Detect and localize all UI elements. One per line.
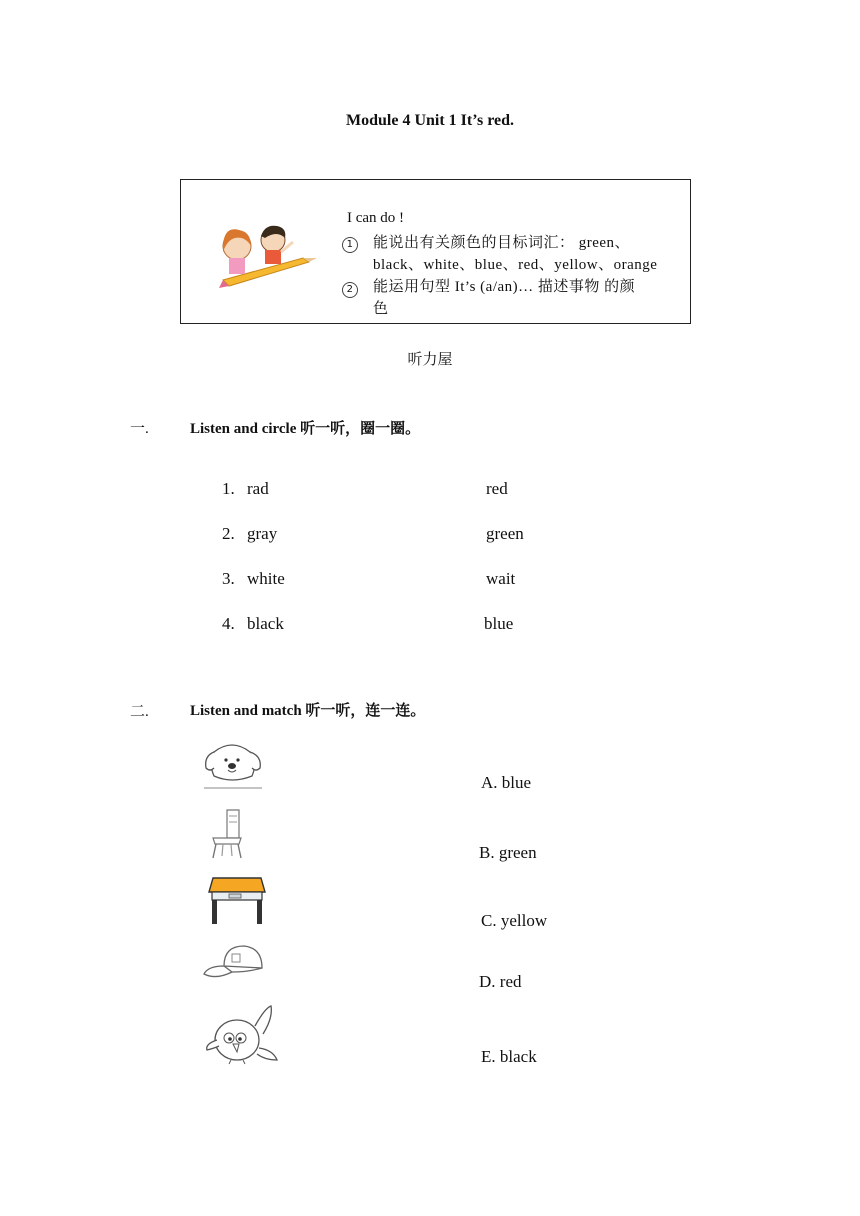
kids-on-pencil-picture <box>205 218 323 294</box>
goal-text: 能说出有关颜色的目标词汇： green、 <box>373 235 631 251</box>
match-option[interactable]: E. black <box>481 1047 537 1066</box>
circled-number: 1 <box>342 237 358 253</box>
word-option[interactable]: blue <box>484 614 514 633</box>
circled-number: 2 <box>342 282 358 298</box>
word-option[interactable]: gray <box>247 524 278 543</box>
match-option[interactable]: A. blue <box>481 773 532 792</box>
dog-picture[interactable] <box>202 738 264 790</box>
goal-text: 能运用句型 It’s (a/an)… 描述事物 的颜 <box>373 279 636 295</box>
part1-title: Listen and circle 听一听，圈一圈。 <box>190 421 421 437</box>
goal-text: 色 <box>373 301 389 317</box>
item-number: 2. <box>222 524 235 543</box>
goal-text: black、white、blue、red、yellow、orange <box>373 257 658 273</box>
page-title: Module 4 Unit 1 It’s red. <box>346 112 514 129</box>
goal-item-2 <box>342 277 358 299</box>
section-heading: 听力屋 <box>407 352 453 368</box>
word-option[interactable]: wait <box>486 569 516 588</box>
goals-heading: I can do ! <box>347 210 405 226</box>
goal-item-1 <box>342 232 358 254</box>
word-option[interactable]: red <box>486 479 508 498</box>
part1-number: 一. <box>130 421 149 437</box>
part2-number: 二. <box>130 704 149 720</box>
word-option[interactable]: green <box>486 524 524 543</box>
match-option[interactable]: D. red <box>479 972 522 991</box>
desk-picture[interactable] <box>207 874 267 926</box>
match-option[interactable]: B. green <box>479 843 537 862</box>
word-option[interactable]: black <box>247 614 284 633</box>
item-number: 1. <box>222 479 235 498</box>
cap-picture[interactable] <box>202 942 266 986</box>
word-option[interactable]: white <box>247 569 285 588</box>
match-option[interactable]: C. yellow <box>481 911 548 930</box>
part2-title: Listen and match 听一听，连一连。 <box>190 703 426 719</box>
word-option[interactable]: rad <box>247 479 269 498</box>
item-number: 3. <box>222 569 235 588</box>
chair-picture[interactable] <box>209 808 249 860</box>
item-number: 4. <box>222 614 235 633</box>
bird-picture[interactable] <box>203 1004 279 1066</box>
